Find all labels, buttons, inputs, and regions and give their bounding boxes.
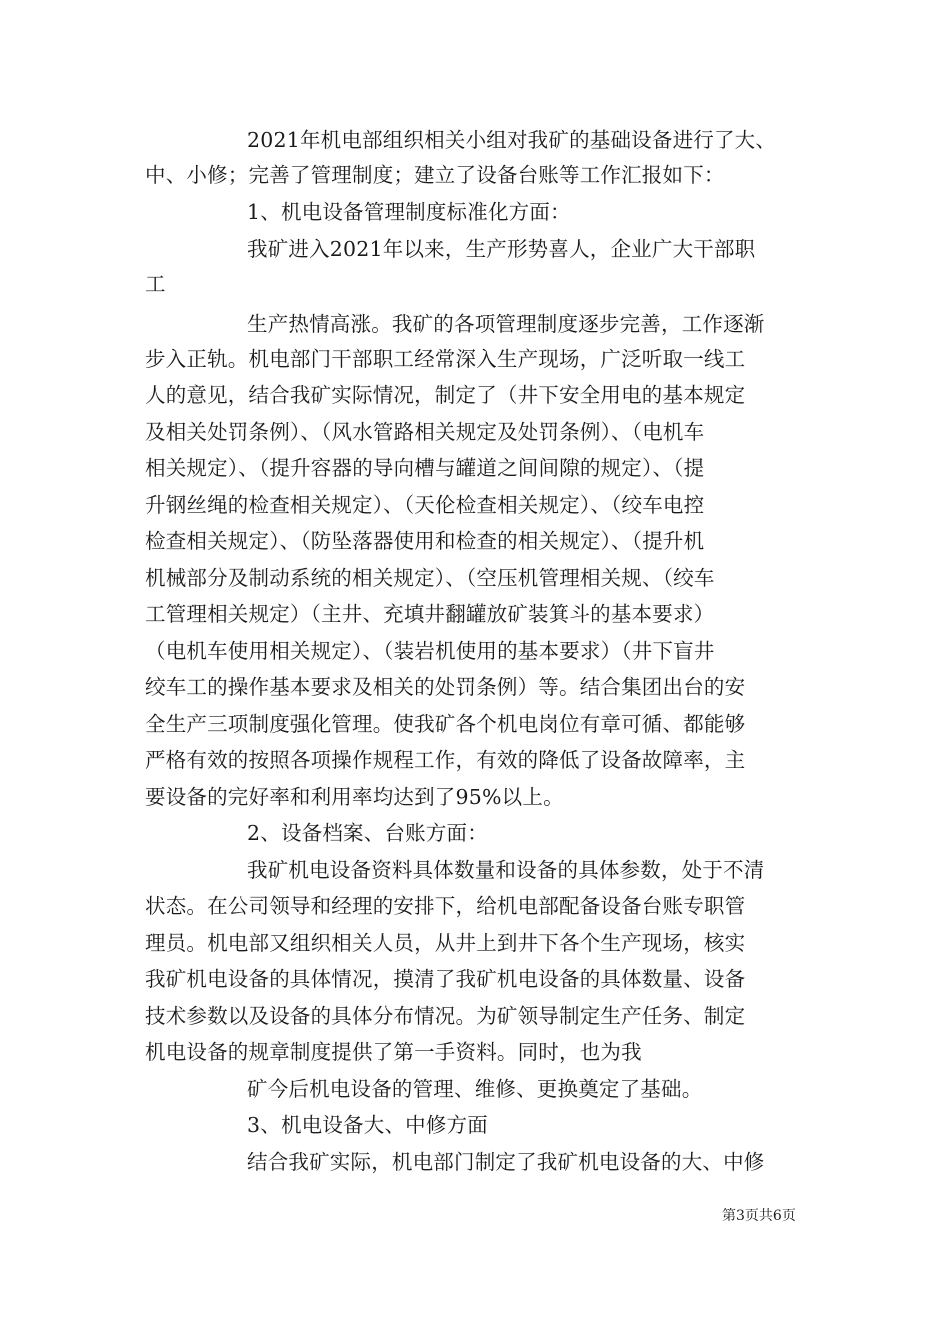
text-line: 升钢丝绳的检查相关规定）、（天伦检查相关规定）、（绞车电控 [145, 493, 705, 517]
text-line: 要设备的完好率和利用率均达到了95%以上。 [145, 785, 564, 809]
section-heading: 1、机电设备管理制度标准化方面： [247, 200, 571, 224]
text-line: 全生产三项制度强化管理。使我矿各个机电岗位有章可循、都能够 [145, 712, 746, 736]
text-line: 及相关处罚条例）、（风水管路相关规定及处罚条例）、（电机车 [145, 420, 705, 444]
section-heading: 3、机电设备大、中修方面 [247, 1113, 488, 1137]
text-line: 技术参数以及设备的具体分布情况。为矿领导制定生产任务、制定 [145, 1004, 746, 1028]
text-line: 步入正轨。机电部门干部职工经常深入生产现场，广泛听取一线工 [145, 347, 746, 371]
text-line: 我矿机电设备资料具体数量和设备的具体参数，处于不清 [247, 858, 765, 882]
text-line: 中、小修；完善了管理制度；建立了设备台账等工作汇报如下： [145, 163, 725, 187]
text-line: 我矿进入2021年以来，生产形势喜人，企业广大干部职 [247, 237, 756, 261]
text-line: 人的意见，结合我矿实际情况，制定了（井下安全用电的基本规定 [145, 383, 746, 407]
text-line: 工 [145, 272, 166, 296]
text-line: 结合我矿实际，机电部门制定了我矿机电设备的大、中修 [247, 1150, 765, 1174]
text-line: 理员。机电部又组织相关人员，从井上到井下各个生产现场，核实 [145, 931, 746, 955]
text-line: 绞车工的操作基本要求及相关的处罚条例）等。结合集团出台的安 [145, 675, 746, 699]
text-line: 我矿机电设备的具体情况，摸清了我矿机电设备的具体数量、设备 [145, 967, 746, 991]
text-line: 状态。在公司领导和经理的安排下，给机电部配备设备台账专职管 [145, 894, 746, 918]
text-line: 机电设备的规章制度提供了第一手资料。同时，也为我 [145, 1040, 642, 1064]
section-heading: 2、设备档案、台账方面： [247, 821, 488, 845]
text-line: 机械部分及制动系统的相关规定）、（空压机管理相关规、（绞车 [145, 566, 715, 590]
text-line: （电机车使用相关规定）、（装岩机使用的基本要求）（井下盲井 [145, 639, 715, 663]
text-line: 相关规定）、（提升容器的导向槽与罐道之间间隙的规定）、（提 [145, 456, 705, 480]
page-number: 第3页共6页 [722, 1208, 796, 1224]
text-line: 生产热情高涨。我矿的各项管理制度逐步完善，工作逐渐 [247, 312, 765, 336]
text-line: 2021年机电部组织相关小组对我矿的基础设备进行了大、 [247, 128, 777, 152]
text-line: 工管理相关规定）（主井、充填井翻罐放矿装箕斗的基本要求） [145, 602, 715, 626]
text-line: 矿今后机电设备的管理、维修、更换奠定了基础。 [247, 1077, 703, 1101]
text-line: 检查相关规定）、（防坠落器使用和检查的相关规定）、（提升机 [145, 529, 705, 553]
text-line: 严格有效的按照各项操作规程工作，有效的降低了设备故障率，主 [145, 748, 746, 772]
